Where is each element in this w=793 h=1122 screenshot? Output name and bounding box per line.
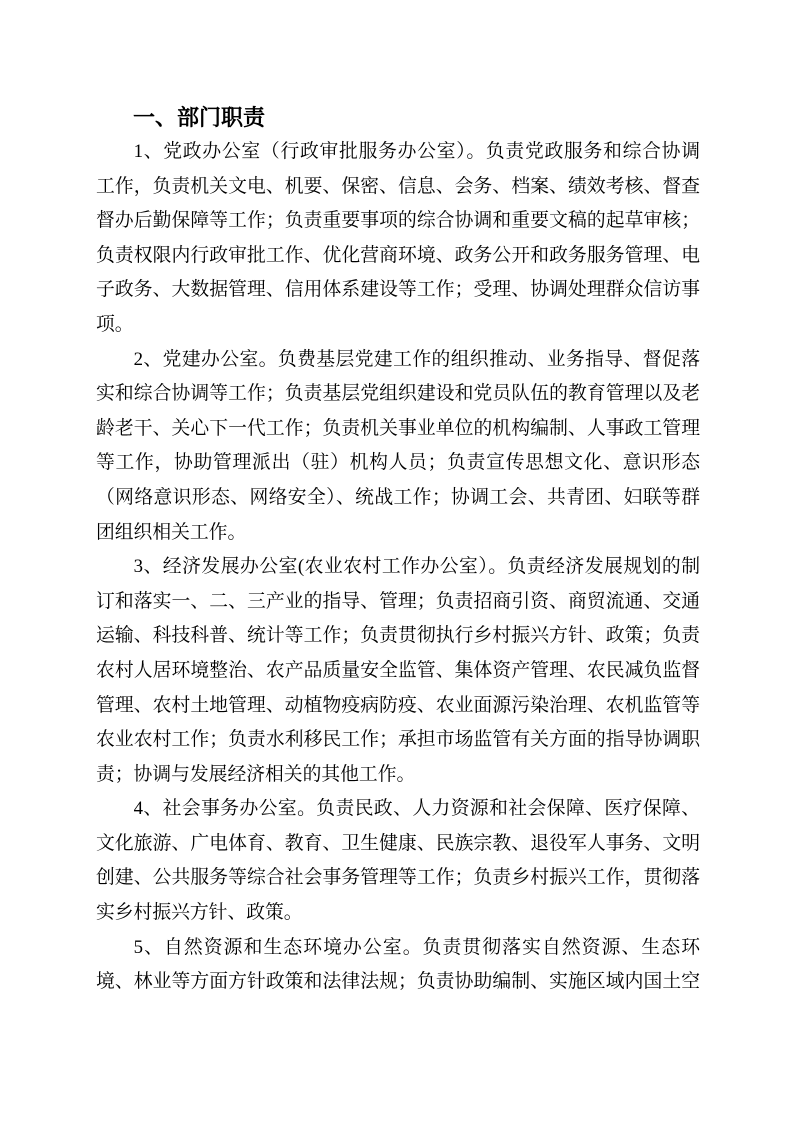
paragraph-line: 龄老干、关心下一代工作；负责机关事业单位的机构编制、人事政工管理 (96, 417, 700, 439)
paragraph-line: 子政务、大数据管理、信用体系建设等工作；受理、协调处理群众信访事 (96, 279, 700, 301)
paragraph-line: 境、林业等方面方针政策和法律法规；负责协助编制、实施区域内国土空 (96, 971, 700, 993)
paragraph-line: 订和落实一、二、三产业的指导、管理；负责招商引资、商贸流通、交通 (96, 590, 700, 612)
paragraph-line: 农村人居环境整治、农产品质量安全监管、集体资产管理、农民减负监督 (96, 659, 700, 681)
paragraph-1 (96, 135, 700, 343)
section-heading: 一、部门职责 (133, 105, 266, 130)
paragraph-2 (96, 343, 700, 551)
paragraph-line: 实和综合协调等工作；负责基层党组织建设和党员队伍的教育管理以及老 (96, 383, 700, 405)
document-content (96, 100, 700, 1000)
paragraph-line: 运输、科技科普、统计等工作；负责贯彻执行乡村振兴方针、政策；负责 (96, 625, 700, 647)
paragraph-line: 责；协调与发展经济相关的其他工作。 (96, 763, 416, 785)
paragraph-line: 4、社会事务办公室。负责民政、人力资源和社会保障、医疗保障、 (133, 798, 700, 820)
paragraph-line: 5、自然资源和生态环境办公室。负责贯彻落实自然资源、生态环 (133, 936, 700, 958)
paragraph-line: 农业农村工作；负责水利移民工作；承担市场监管有关方面的指导协调职 (96, 729, 700, 751)
paragraph-line: 工作，负责机关文电、机要、保密、信息、会务、档案、绩效考核、督查 (96, 175, 700, 197)
paragraph-line: 3、经济发展办公室(农业农村工作办公室）。负责经济发展规划的制 (133, 556, 700, 578)
paragraph-line: 负责权限内行政审批工作、优化营商环境、政务公开和政务服务管理、电 (96, 244, 700, 266)
paragraph-line: （网络意识形态、网络安全）、统战工作；协调工会、共青团、妇联等群 (96, 486, 700, 508)
paragraph-line: 实乡村振兴方针、政策。 (96, 902, 303, 924)
paragraph-line: 等工作，协助管理派出（驻）机构人员；负责宣传思想文化、意识形态 (96, 452, 700, 474)
paragraph-line: 2、党建办公室。负费基层党建工作的组织推动、业务指导、督促落 (133, 348, 700, 370)
paragraph-line: 督办后勤保障等工作；负责重要事项的综合协调和重要文稿的起草审核； (96, 210, 700, 232)
paragraph-3 (96, 550, 700, 792)
paragraph-line: 创建、公共服务等综合社会事务管理等工作；负责乡村振兴工作，贯彻落 (96, 867, 700, 889)
paragraph-line: 管理、农村土地管理、动植物疫病防疫、农业面源污染治理、农机监管等 (96, 694, 700, 716)
paragraph-line: 团组织相关工作。 (96, 521, 247, 543)
paragraph-line: 文化旅游、广电体育、教育、卫生健康、民族宗教、退役军人事务、文明 (96, 832, 700, 854)
paragraph-line: 项。 (96, 313, 134, 335)
paragraph-line: 1、党政办公室（行政审批服务办公室）。负责党政服务和综合协调 (133, 141, 700, 162)
paragraph-5 (96, 931, 700, 1000)
paragraph-4 (96, 792, 700, 930)
